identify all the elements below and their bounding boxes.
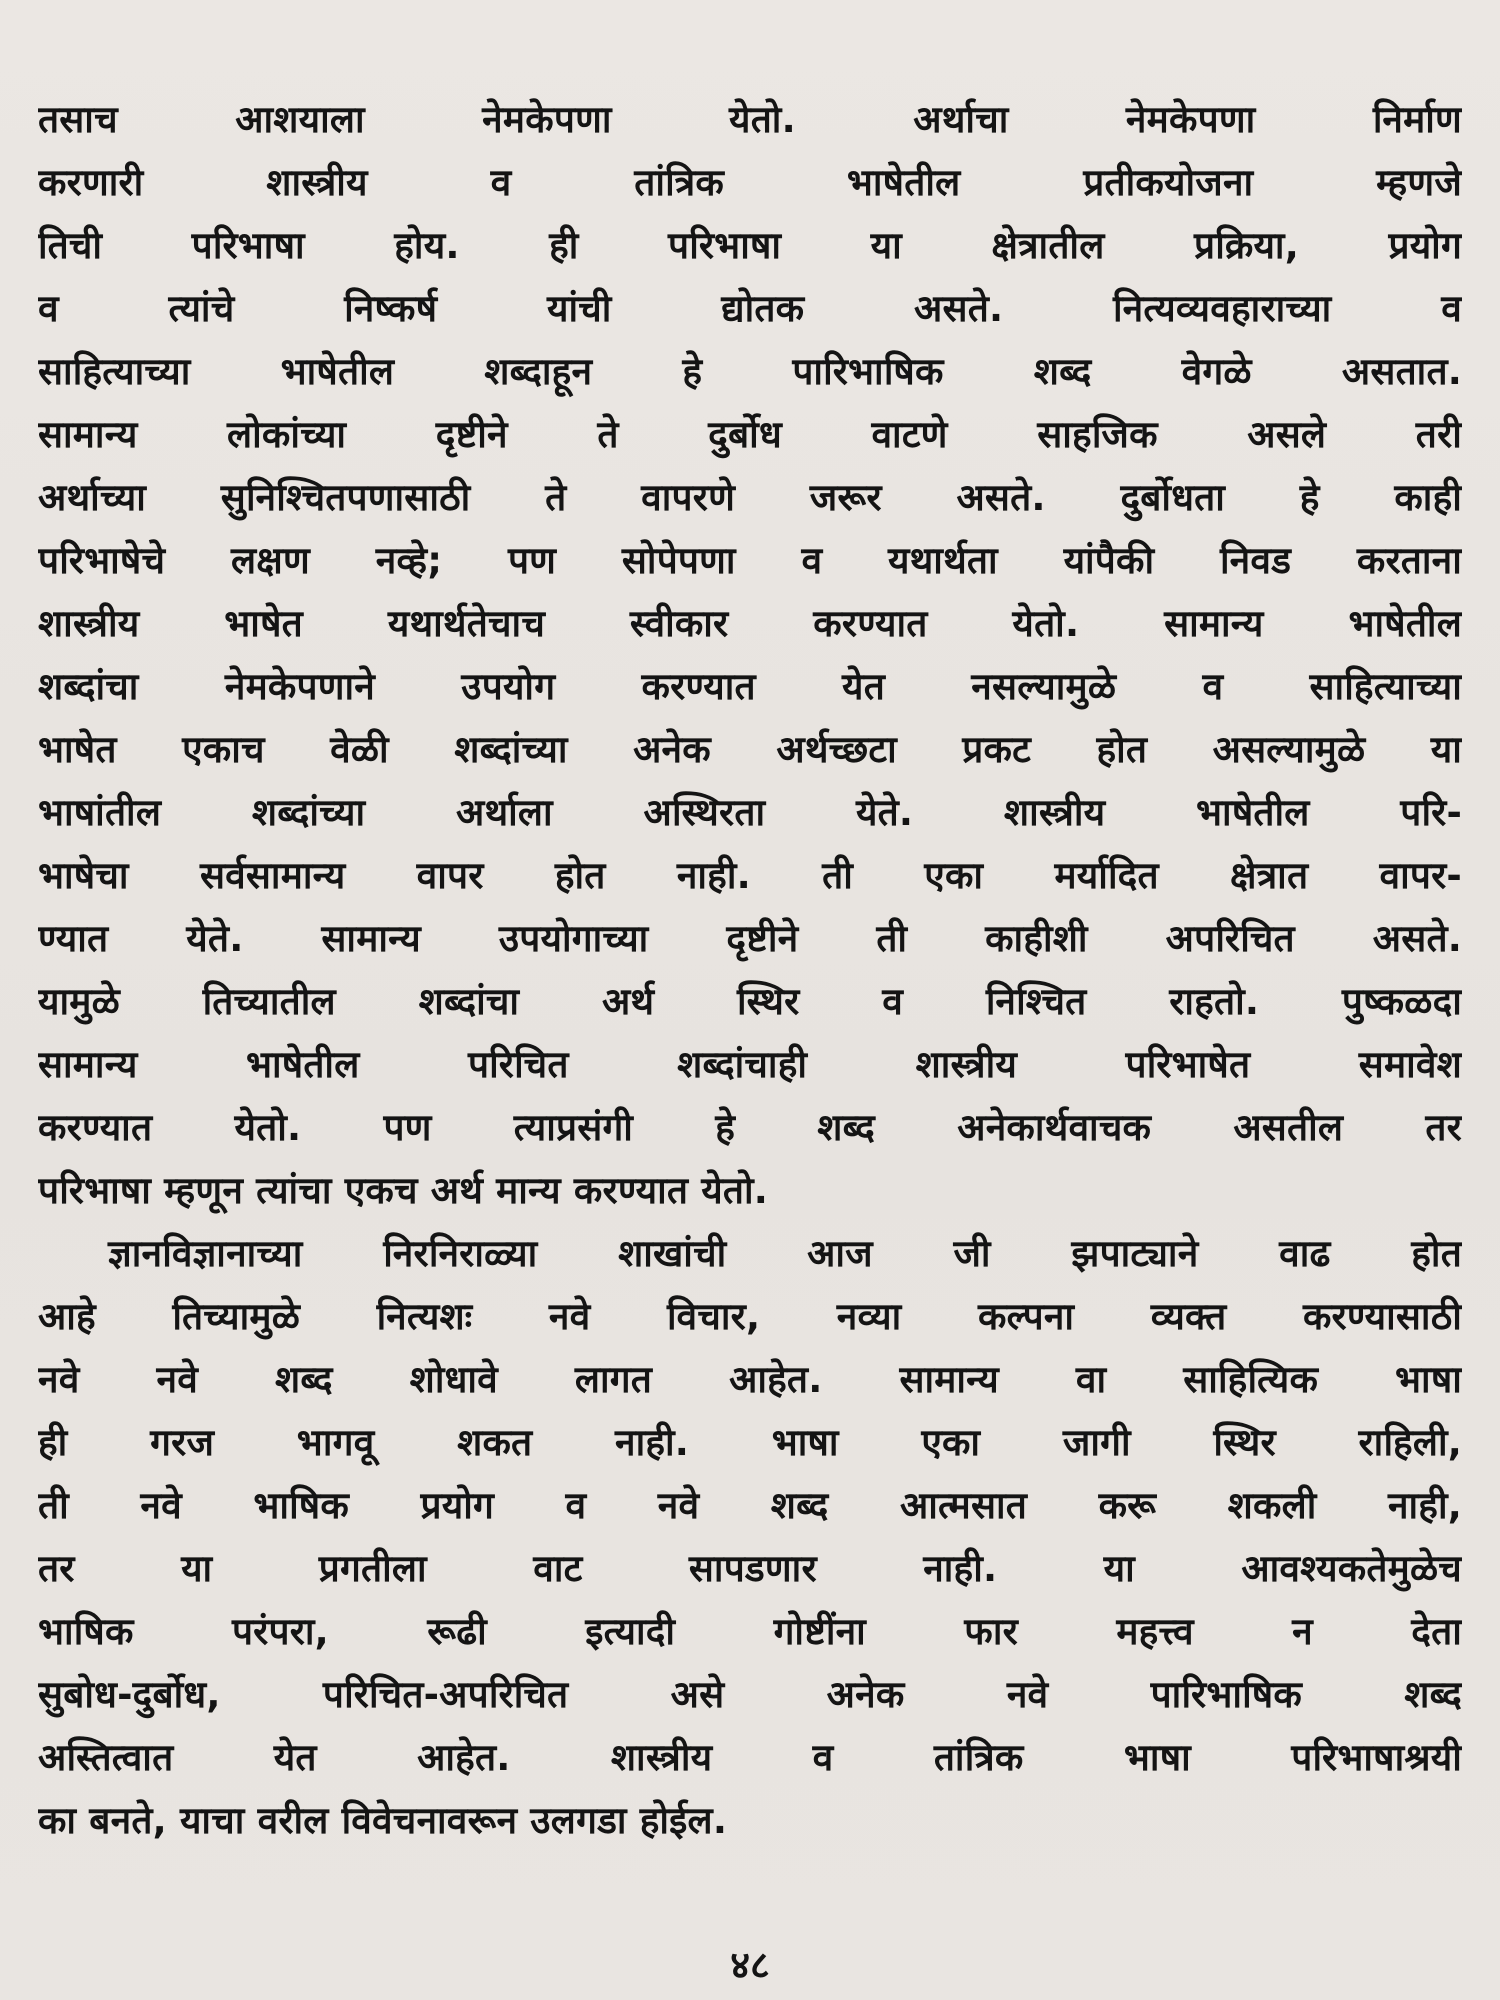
text-line: भाषिक परंपरा, रूढी इत्यादी गोष्टींना फार महत्त्व न देता bbox=[38, 1610, 1462, 1653]
text-line: सामान्य भाषेतील परिचित शब्दांचाही शास्त्रीय परिभाषेत समावेश bbox=[38, 1043, 1462, 1086]
body-text bbox=[38, 88, 1462, 1852]
text-line: नवे नवे शब्द शोधावे लागत आहेत. सामान्य वा साहित्यिक भाषा bbox=[38, 1358, 1462, 1401]
text-line: तिची परिभाषा होय. ही परिभाषा या क्षेत्रातील प्रक्रिया, प्रयोग bbox=[38, 224, 1462, 267]
text-line: ज्ञानविज्ञानाच्या निरनिराळ्या शाखांची आज जी झपाट्याने वाढ होत bbox=[108, 1232, 1462, 1275]
text-line: व त्यांचे निष्कर्ष यांची द्योतक असते. नित्यव्यवहाराच्या व bbox=[38, 287, 1462, 330]
text-line: तसाच आशयाला नेमकेपणा येतो. अर्थाचा नेमकेपणा निर्माण bbox=[38, 98, 1462, 141]
text-line: अर्थाच्या सुनिश्चितपणासाठी ते वापरणे जरूर असते. दुर्बोधता हे काही bbox=[38, 476, 1462, 519]
text-line: परिभाषा म्हणून त्यांचा एकच अर्थ मान्य करण्यात येतो. bbox=[38, 1169, 769, 1212]
text-line: शब्दांचा नेमकेपणाने उपयोग करण्यात येत नसल्यामुळे व साहित्याच्या bbox=[38, 665, 1462, 708]
text-line: का बनते, याचा वरील विवेचनावरून उलगडा होईल. bbox=[38, 1799, 728, 1842]
text-line: भाषांतील शब्दांच्या अर्थाला अस्थिरता येते. शास्त्रीय भाषेतील परि- bbox=[38, 791, 1462, 834]
text-line: करण्यात येतो. पण त्याप्रसंगी हे शब्द अनेकार्थवाचक असतील तर bbox=[38, 1106, 1462, 1149]
text-line: तर या प्रगतीला वाट सापडणार नाही. या आवश्यकतेमुळेच bbox=[38, 1547, 1462, 1590]
text-line: सुबोध-दुर्बोध, परिचित-अपरिचित असे अनेक नवे पारिभाषिक शब्द bbox=[38, 1673, 1462, 1716]
text-line: सामान्य लोकांच्या दृष्टीने ते दुर्बोध वाटणे साहजिक असले तरी bbox=[38, 413, 1462, 456]
text-line: ण्यात येते. सामान्य उपयोगाच्या दृष्टीने ती काहीशी अपरिचित असते. bbox=[38, 917, 1462, 960]
text-line: ती नवे भाषिक प्रयोग व नवे शब्द आत्मसात करू शकली नाही, bbox=[38, 1484, 1462, 1527]
text-line: साहित्याच्या भाषेतील शब्दाहून हे पारिभाषिक शब्द वेगळे असतात. bbox=[38, 350, 1462, 393]
text-line: अस्तित्वात येत आहेत. शास्त्रीय व तांत्रिक भाषा परिभाषाश्रयी bbox=[38, 1736, 1462, 1779]
text-line: करणारी शास्त्रीय व तांत्रिक भाषेतील प्रतीकयोजना म्हणजे bbox=[38, 161, 1462, 204]
page-number: ४८ bbox=[730, 1943, 770, 1987]
text-line: भाषेत एकाच वेळी शब्दांच्या अनेक अर्थच्छटा प्रकट होत असल्यामुळे या bbox=[38, 728, 1462, 771]
text-line: आहे तिच्यामुळे नित्यशः नवे विचार, नव्या कल्पना व्यक्त करण्यासाठी bbox=[38, 1295, 1462, 1338]
text-line: भाषेचा सर्वसामान्य वापर होत नाही. ती एका मर्यादित क्षेत्रात वापर- bbox=[38, 854, 1462, 897]
text-line: परिभाषेचे लक्षण नव्हे; पण सोपेपणा व यथार्थता यांपैकी निवड करताना bbox=[38, 539, 1462, 582]
text-line: यामुळे तिच्यातील शब्दांचा अर्थ स्थिर व निश्चित राहतो. पुष्कळदा bbox=[38, 980, 1462, 1023]
text-line: शास्त्रीय भाषेत यथार्थतेचाच स्वीकार करण्यात येतो. सामान्य भाषेतील bbox=[38, 602, 1462, 645]
text-line: ही गरज भागवू शकत नाही. भाषा एका जागी स्थिर राहिली, bbox=[38, 1421, 1462, 1464]
